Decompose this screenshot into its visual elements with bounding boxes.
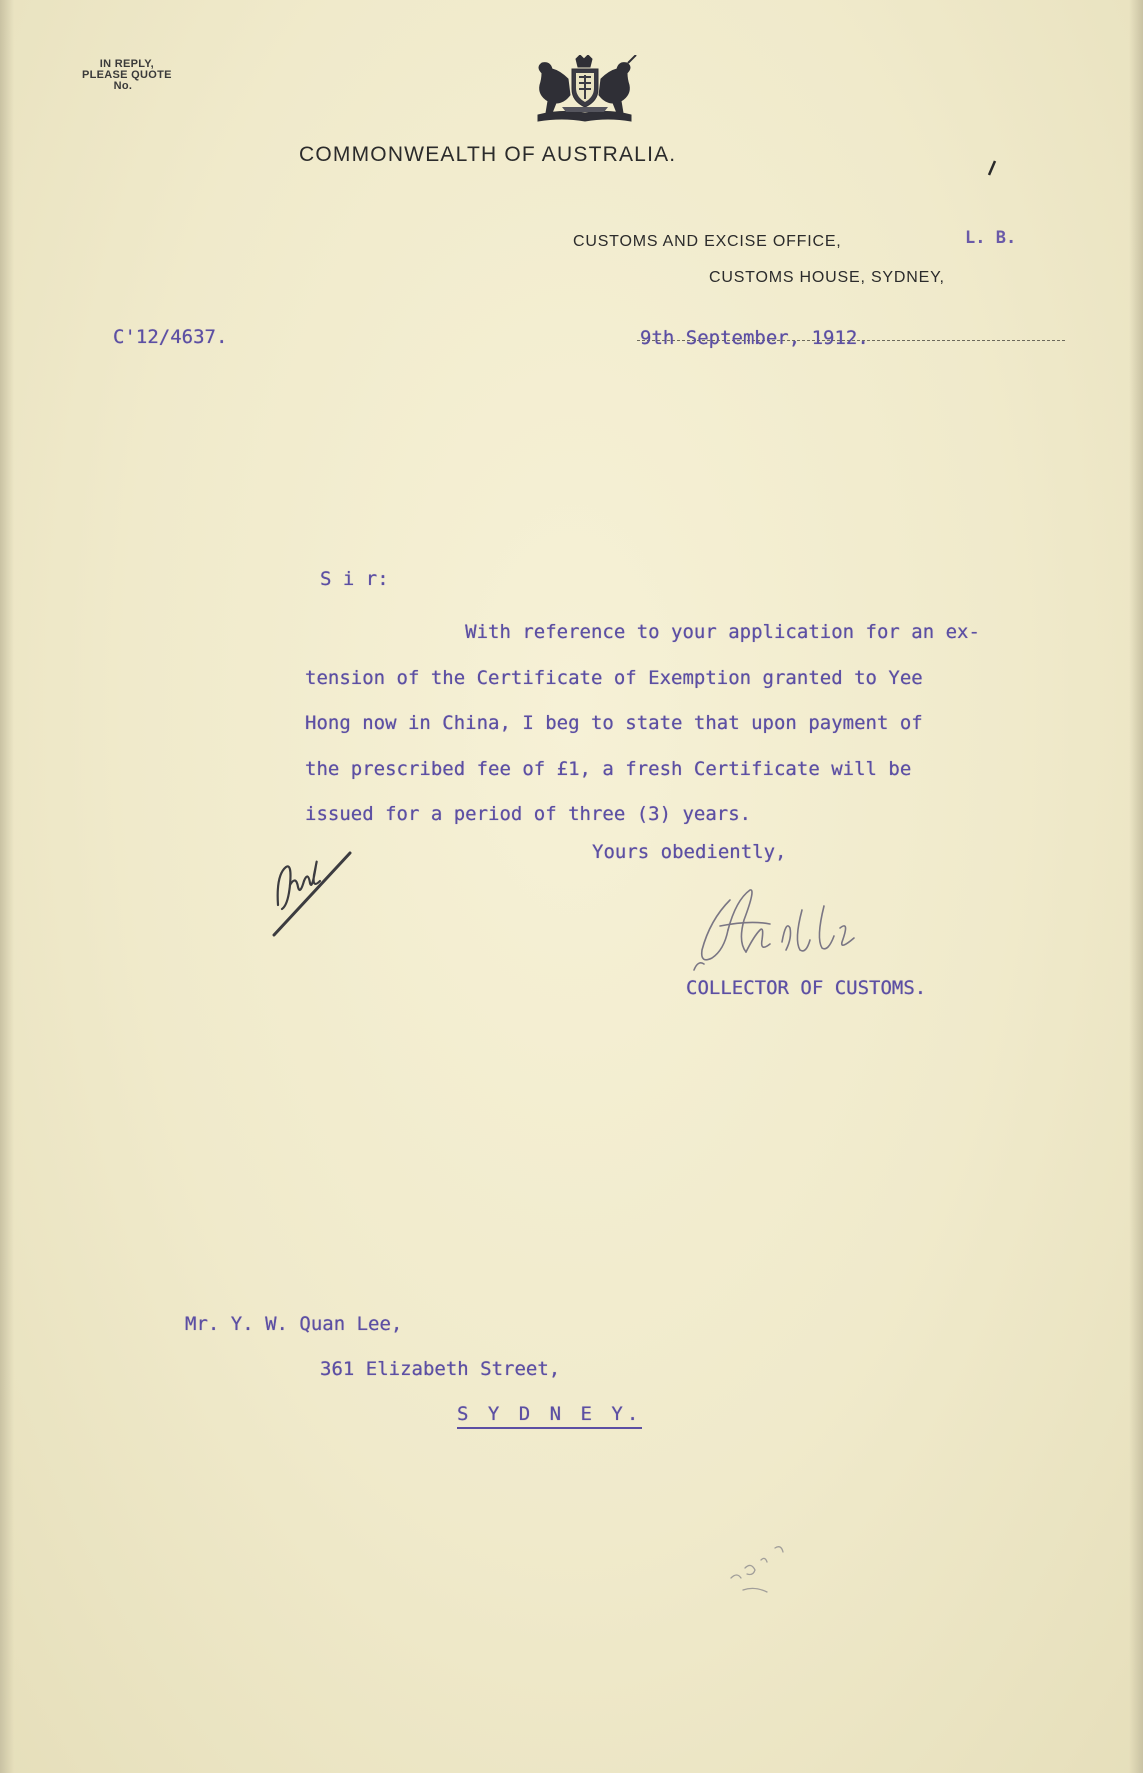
handwritten-initials xyxy=(268,845,358,940)
signatory-title: COLLECTOR OF CUSTOMS. xyxy=(686,977,927,999)
office-line-2: CUSTOMS HOUSE, SYDNEY, xyxy=(709,269,945,286)
coat-of-arms-icon xyxy=(532,55,637,123)
reply-line-2: PLEASE QUOTE xyxy=(82,69,172,81)
office-line-1: CUSTOMS AND EXCISE OFFICE, xyxy=(573,233,842,250)
body-line: issued for a period of three (3) years. xyxy=(305,803,752,825)
letter-date: 9th September, 1912. xyxy=(640,327,869,349)
addressee-name: Mr. Y. W. Quan Lee, xyxy=(185,1313,403,1335)
handwritten-signature xyxy=(690,880,895,975)
letter-body xyxy=(305,610,1075,838)
page-edge-right xyxy=(1129,0,1143,1773)
body-line: With reference to your application for an ex- xyxy=(305,621,980,643)
addressee-street: 361 Elizabeth Street, xyxy=(320,1358,561,1380)
letterhead-title: COMMONWEALTH OF AUSTRALIA. xyxy=(299,143,677,166)
reply-line-3: No. xyxy=(113,80,133,92)
body-line: tension of the Certificate of Exemption granted to Yee xyxy=(305,666,923,689)
page-edge-left xyxy=(0,0,14,1773)
office-initials: L. B. xyxy=(965,228,1017,248)
body-line: Hong now in China, I beg to state that upon payment of xyxy=(305,712,923,734)
reply-line-1: IN REPLY, xyxy=(99,58,155,70)
reply-reference-box xyxy=(82,59,172,92)
salutation: S i r: xyxy=(320,568,389,590)
reference-number: C'12/4637. xyxy=(113,326,228,348)
pencil-annotation xyxy=(725,1538,795,1598)
pen-mark-icon xyxy=(985,160,999,176)
body-line: the prescribed fee of £1, a fresh Certificate will be xyxy=(305,757,912,780)
addressee-city: S Y D N E Y. xyxy=(457,1403,642,1429)
closing-line: Yours obediently, xyxy=(592,841,787,863)
